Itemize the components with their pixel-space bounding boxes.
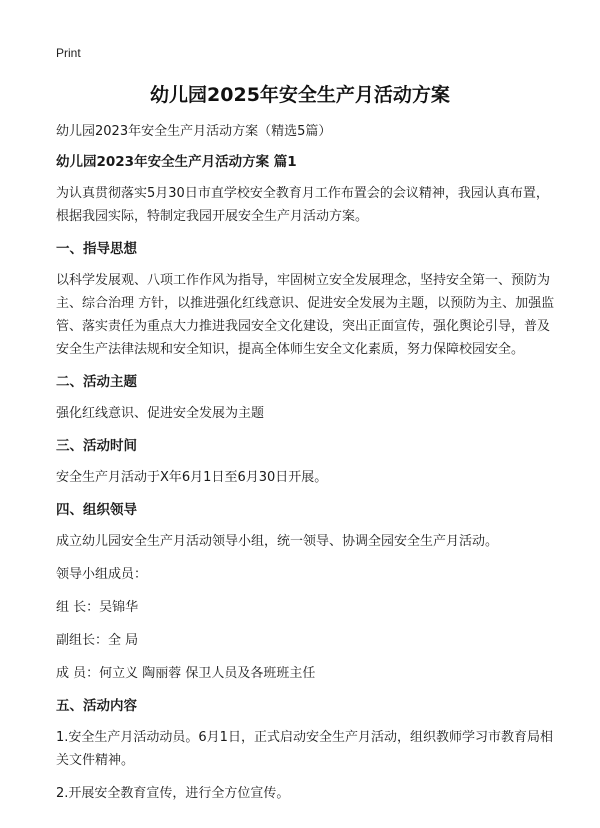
section-heading-activity-theme: 二、活动主题 <box>56 374 137 390</box>
paragraph-members: 成 员：何立义 陶丽蓉 保卫人员及各班班主任 <box>56 666 316 681</box>
section-heading-activity-time: 三、活动时间 <box>56 438 137 454</box>
paragraph-activity-theme: 强化红线意识、促进安全发展为主题 <box>56 406 265 421</box>
article-heading: 幼儿园2023年安全生产月活动方案 篇1 <box>56 154 297 170</box>
paragraph-organization: 成立幼儿园安全生产月活动领导小组，统一领导、协调全园安全生产月活动。 <box>56 534 499 549</box>
page-title: 幼儿园2025年安全生产月活动方案 <box>150 84 450 106</box>
intro-paragraph: 为认真贯彻落实5月30日市直学校安全教育月工作布置会的会议精神，我园认真布置，根据我园实际，特制定我园开展安全生产月活动方案。 <box>56 186 549 224</box>
paragraph-leader: 组 长：吴锦华 <box>56 600 139 615</box>
section-heading-organization: 四、组织领导 <box>56 502 137 518</box>
section-heading-guiding-ideology: 一、指导思想 <box>56 241 137 257</box>
document-body <box>56 120 556 815</box>
paragraph-deputy-leader: 副组长：全 局 <box>56 633 139 648</box>
paragraph-content-item-1: 1.安全生产月活动动员。6月1日，正式启动安全生产月活动，组织教师学习市教育局相关文件精神。 <box>56 730 553 768</box>
paragraph-content-item-2: 2.开展安全教育宣传，进行全方位宣传。 <box>56 786 290 801</box>
paragraph-members-label: 领导小组成员： <box>56 567 148 582</box>
paragraph-guiding-ideology: 以科学发展观、八项工作作风为指导，牢固树立安全发展理念，坚持安全第一、预防为主、综合治理 方针，以推进强化红线意识、促进安全发展为主题，以预防为主、加强监管、落实责任为重点大力推进我园安全文化建设，突出正面宣传，强化舆论引导，普及安全生产法律法规和安全知识，提高全体师生安全文化素质，努力保障校园安全。 <box>56 273 555 357</box>
section-heading-activity-content: 五、活动内容 <box>56 698 137 714</box>
document-subtitle: 幼儿园2023年安全生产月活动方案（精选5篇） <box>56 124 332 139</box>
paragraph-activity-time: 安全生产月活动于X年6月1日至6月30日开展。 <box>56 470 328 485</box>
print-link[interactable]: Print <box>56 46 81 60</box>
